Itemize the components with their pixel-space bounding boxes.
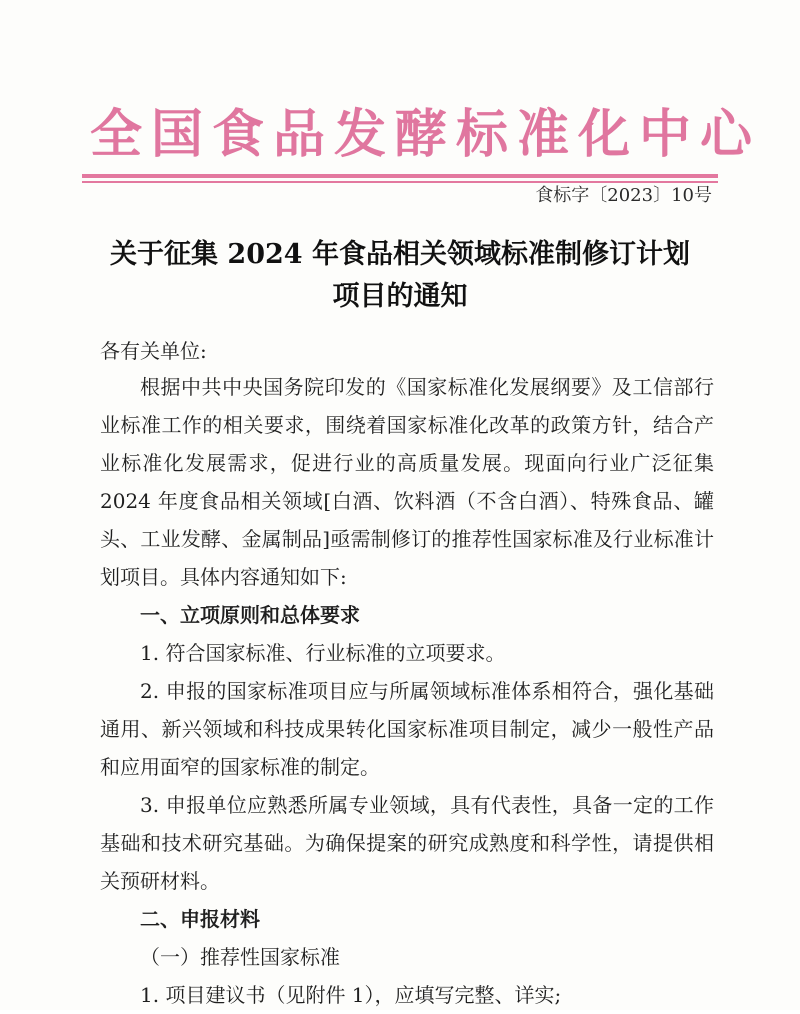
section-1-heading: 一、立项原则和总体要求 — [140, 603, 360, 627]
title-line-2: 项目的通知 — [332, 281, 468, 312]
section-1-item-2: 2. 申报的国家标准项目应与所属领域标准体系相符合，强化基础通用、新兴领域和科技成果转化国家标准项目制定，减少一般性产品和应用面窄的国家标准的制定。 — [100, 679, 714, 779]
salutation: 各有关单位: — [100, 339, 207, 363]
document-body — [100, 368, 714, 1014]
intro-paragraph: 根据中共中央国务院印发的《国家标准化发展纲要》及工信部行业标准工作的相关要求，围绕着国家标准化改革的政策方针，结合产业标准化发展需求，促进行业的高质量发展。现面向行业广泛征集 2024 年度食品相关领域[白酒、饮料酒（不含白酒）、特殊食品、罐头、工业发酵、金属制品]亟需制修订的推荐性国家标准及行业标准计划项目。具体内容通知如下: — [100, 375, 714, 589]
header-divider-thick — [82, 174, 718, 178]
section-1-item-3: 3. 申报单位应熟悉所属专业领域，具有代表性，具备一定的工作基础和技术研究基础。为确保提案的研究成熟度和科学性，请提供相关预研材料。 — [100, 793, 714, 893]
organization-header: 全国食品发酵标准化中心 — [90, 105, 762, 165]
section-2-heading: 二、申报材料 — [140, 907, 260, 931]
section-2-subheading: （一）推荐性国家标准 — [140, 945, 340, 969]
document-number: 食标字〔2023〕10号 — [535, 185, 712, 206]
section-1-item-1: 1. 符合国家标准、行业标准的立项要求。 — [140, 641, 506, 665]
title-line-1: 关于征集 2024 年食品相关领域标准制修订计划 — [110, 239, 690, 270]
section-2-item-1: 1. 项目建议书（见附件 1），应填写完整、详实; — [140, 983, 562, 1007]
document-title — [80, 234, 720, 318]
